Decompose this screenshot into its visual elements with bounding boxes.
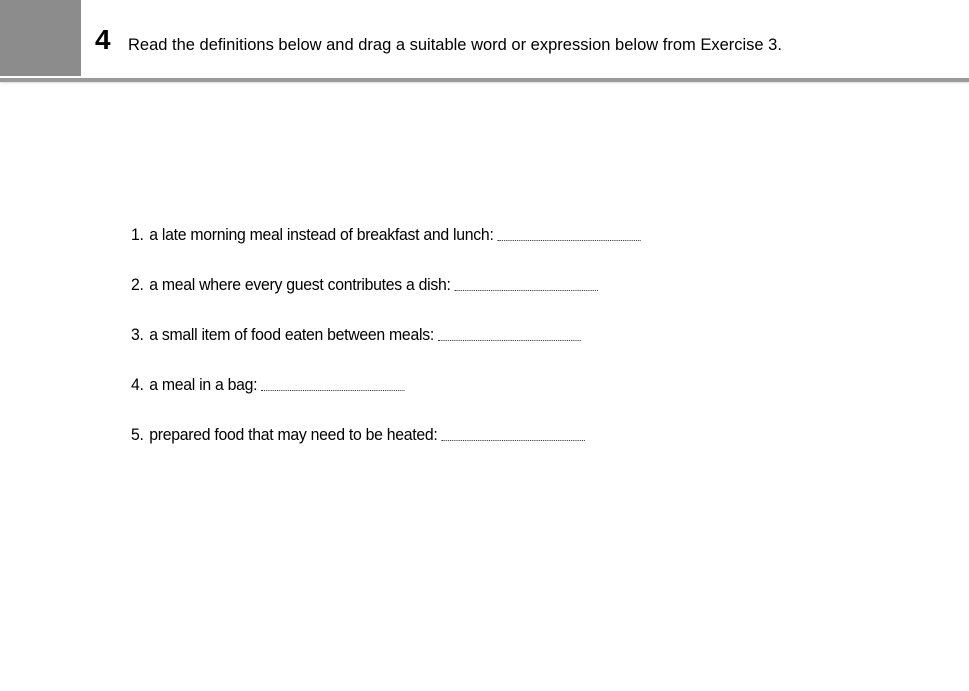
definition-item-1 [131, 224, 640, 274]
definition-text: a late morning meal instead of breakfast and lunch: [149, 225, 494, 244]
exercise-header [0, 0, 969, 78]
item-number: 1. [131, 225, 144, 244]
exercise-number: 4 [95, 24, 111, 55]
item-number: 5. [131, 425, 144, 444]
header-divider [0, 78, 969, 82]
item-number: 3. [131, 325, 144, 344]
definition-text: a small item of food eaten between meals: [149, 325, 434, 344]
definition-item-4 [131, 374, 640, 424]
drop-target-blank-5[interactable] [441, 424, 584, 441]
definition-item-3 [131, 324, 640, 374]
drop-target-blank-1[interactable] [497, 224, 640, 241]
drop-target-blank-4[interactable] [261, 374, 404, 391]
header-color-block [0, 0, 81, 76]
item-number: 2. [131, 275, 144, 294]
definition-text: prepared food that may need to be heated: [149, 425, 438, 444]
definition-text: a meal in a bag: [149, 375, 258, 394]
item-number: 4. [131, 375, 144, 394]
drop-target-blank-3[interactable] [438, 324, 581, 341]
definition-text: a meal where every guest contributes a dish: [149, 275, 451, 294]
definition-list [131, 224, 679, 474]
drop-target-blank-2[interactable] [454, 274, 597, 291]
definition-item-5 [131, 424, 640, 474]
definition-item-2 [131, 274, 640, 324]
exercise-instruction: Read the definitions below and drag a suitable word or expression below from Exercise 3. [128, 36, 782, 54]
